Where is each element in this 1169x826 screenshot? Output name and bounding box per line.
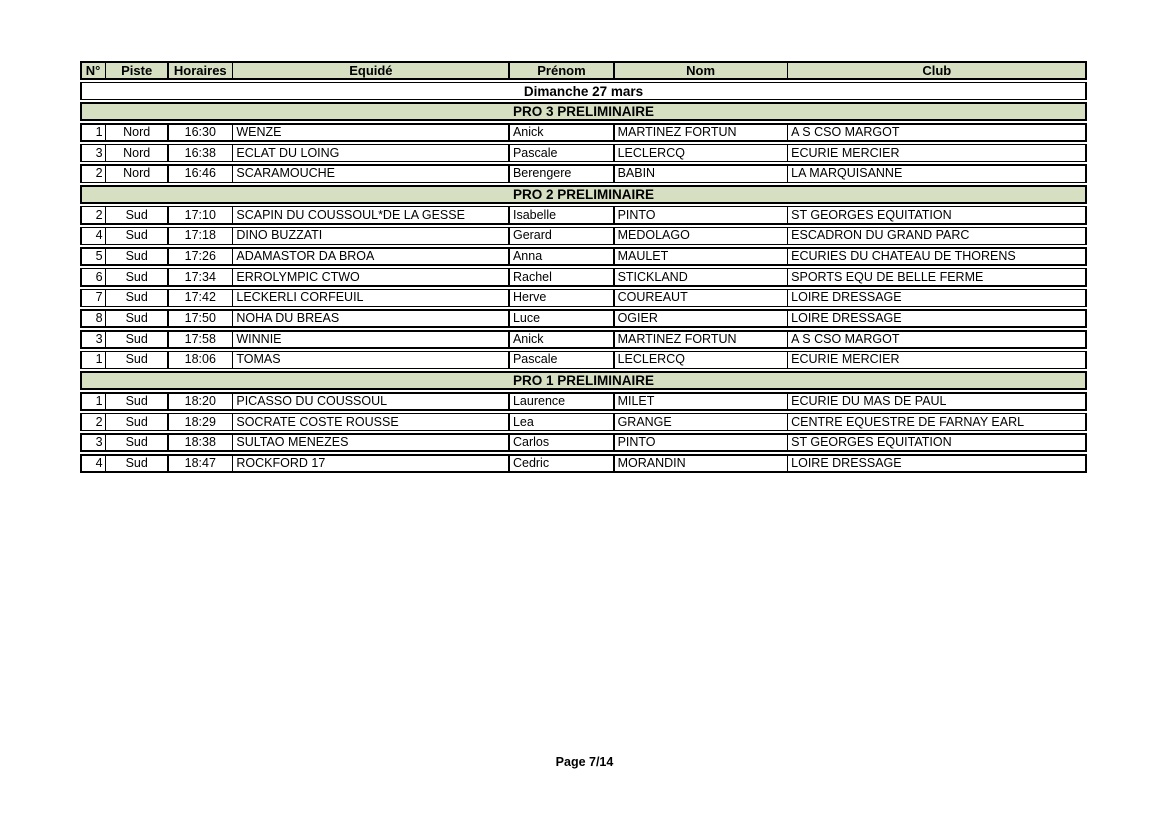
cell-no: 1 xyxy=(82,352,105,368)
cell-nom: MILET xyxy=(615,394,787,410)
cell-nom: LECLERCQ xyxy=(615,145,787,161)
cell-nom: MEDOLAGO xyxy=(615,228,787,244)
cell-horaires: 17:50 xyxy=(169,311,232,327)
data-row xyxy=(80,227,1087,246)
cell-horaires: 18:06 xyxy=(169,352,232,368)
cell-piste: Sud xyxy=(106,269,167,285)
cell-prenom: Anick xyxy=(510,125,613,141)
data-row xyxy=(80,247,1087,266)
cell-horaires: 17:34 xyxy=(169,269,232,285)
cell-club: A S CSO MARGOT xyxy=(788,332,1085,348)
cell-piste: Sud xyxy=(106,311,167,327)
cell-nom: PINTO xyxy=(615,207,787,223)
cell-piste: Nord xyxy=(106,166,167,182)
data-row xyxy=(80,289,1087,308)
cell-equide: LECKERLI CORFEUIL xyxy=(233,290,508,306)
cell-nom: BABIN xyxy=(615,166,787,182)
cell-club: A S CSO MARGOT xyxy=(788,125,1085,141)
day-header-row xyxy=(80,82,1087,101)
cell-equide: ROCKFORD 17 xyxy=(233,456,508,472)
cell-nom: LECLERCQ xyxy=(615,352,787,368)
data-row xyxy=(80,351,1087,370)
cell-piste: Sud xyxy=(106,435,167,451)
page-footer: Page 7/14 xyxy=(555,755,614,769)
section-header-row xyxy=(80,102,1087,121)
cell-equide: SCAPIN DU COUSSOUL*DE LA GESSE xyxy=(233,207,508,223)
cell-piste: Sud xyxy=(106,228,167,244)
cell-no: 3 xyxy=(82,435,105,451)
cell-prenom: Laurence xyxy=(510,394,613,410)
data-row xyxy=(80,413,1087,432)
cell-prenom: Lea xyxy=(510,414,613,430)
column-header-prenom: Prénom xyxy=(510,63,613,79)
cell-no: 8 xyxy=(82,311,105,327)
cell-piste: Sud xyxy=(106,332,167,348)
cell-nom: MARTINEZ FORTUN xyxy=(615,125,787,141)
cell-prenom: Berengere xyxy=(510,166,613,182)
data-row xyxy=(80,164,1087,183)
cell-club: ECURIES DU CHATEAU DE THORENS xyxy=(788,249,1085,265)
cell-prenom: Pascale xyxy=(510,352,613,368)
cell-no: 4 xyxy=(82,456,105,472)
cell-horaires: 17:10 xyxy=(169,207,232,223)
cell-piste: Sud xyxy=(106,290,167,306)
data-row xyxy=(80,330,1087,349)
cell-club: CENTRE EQUESTRE DE FARNAY EARL xyxy=(788,414,1085,430)
cell-club: SPORTS EQU DE BELLE FERME xyxy=(788,269,1085,285)
cell-horaires: 17:58 xyxy=(169,332,232,348)
cell-club: ST GEORGES EQUITATION xyxy=(788,435,1085,451)
cell-piste: Nord xyxy=(106,145,167,161)
column-header-club: Club xyxy=(788,63,1085,79)
table-header-row xyxy=(80,61,1087,80)
cell-horaires: 17:42 xyxy=(169,290,232,306)
cell-prenom: Cedric xyxy=(510,456,613,472)
cell-no: 1 xyxy=(82,125,105,141)
cell-nom: GRANGE xyxy=(615,414,787,430)
cell-club: LOIRE DRESSAGE xyxy=(788,290,1085,306)
data-row xyxy=(80,144,1087,163)
cell-nom: MAULET xyxy=(615,249,787,265)
data-row xyxy=(80,433,1087,452)
cell-no: 7 xyxy=(82,290,105,306)
cell-horaires: 17:26 xyxy=(169,249,232,265)
cell-prenom: Rachel xyxy=(510,269,613,285)
cell-piste: Sud xyxy=(106,414,167,430)
cell-club: ST GEORGES EQUITATION xyxy=(788,207,1085,223)
cell-no: 2 xyxy=(82,414,105,430)
cell-no: 5 xyxy=(82,249,105,265)
cell-prenom: Herve xyxy=(510,290,613,306)
cell-nom: OGIER xyxy=(615,311,787,327)
column-header-no: N° xyxy=(82,63,105,79)
schedule-table xyxy=(80,61,1087,475)
cell-club: LOIRE DRESSAGE xyxy=(788,456,1085,472)
cell-prenom: Anna xyxy=(510,249,613,265)
cell-no: 2 xyxy=(82,207,105,223)
cell-no: 2 xyxy=(82,166,105,182)
data-row xyxy=(80,392,1087,411)
cell-prenom: Luce xyxy=(510,311,613,327)
cell-equide: NOHA DU BREAS xyxy=(233,311,508,327)
cell-club: LA MARQUISANNE xyxy=(788,166,1085,182)
cell-equide: DINO BUZZATI xyxy=(233,228,508,244)
section-title: PRO 3 PRELIMINAIRE xyxy=(82,104,1086,120)
cell-no: 6 xyxy=(82,269,105,285)
cell-equide: SULTAO MENEZES xyxy=(233,435,508,451)
cell-equide: SCARAMOUCHE xyxy=(233,166,508,182)
cell-prenom: Gerard xyxy=(510,228,613,244)
section-header-row xyxy=(80,185,1087,204)
cell-no: 4 xyxy=(82,228,105,244)
data-row xyxy=(80,454,1087,473)
cell-club: ECURIE MERCIER xyxy=(788,352,1085,368)
data-row xyxy=(80,206,1087,225)
cell-no: 1 xyxy=(82,394,105,410)
cell-nom: MORANDIN xyxy=(615,456,787,472)
cell-nom: PINTO xyxy=(615,435,787,451)
cell-horaires: 16:30 xyxy=(169,125,232,141)
cell-prenom: Pascale xyxy=(510,145,613,161)
day-header-label: Dimanche 27 mars xyxy=(82,83,1086,99)
cell-piste: Sud xyxy=(106,456,167,472)
cell-equide: ECLAT DU LOING xyxy=(233,145,508,161)
cell-prenom: Isabelle xyxy=(510,207,613,223)
cell-no: 3 xyxy=(82,332,105,348)
cell-horaires: 18:20 xyxy=(169,394,232,410)
column-header-piste: Piste xyxy=(106,63,167,79)
cell-piste: Sud xyxy=(106,249,167,265)
cell-horaires: 17:18 xyxy=(169,228,232,244)
section-header-row xyxy=(80,371,1087,390)
section-title: PRO 2 PRELIMINAIRE xyxy=(82,187,1086,203)
cell-horaires: 16:46 xyxy=(169,166,232,182)
cell-equide: ADAMASTOR DA BROA xyxy=(233,249,508,265)
cell-prenom: Anick xyxy=(510,332,613,348)
column-header-horaires: Horaires xyxy=(169,63,232,79)
data-row xyxy=(80,309,1087,328)
cell-nom: STICKLAND xyxy=(615,269,787,285)
cell-piste: Sud xyxy=(106,352,167,368)
section-title: PRO 1 PRELIMINAIRE xyxy=(82,373,1086,389)
cell-horaires: 18:38 xyxy=(169,435,232,451)
cell-equide: ERROLYMPIC CTWO xyxy=(233,269,508,285)
cell-club: ECURIE DU MAS DE PAUL xyxy=(788,394,1085,410)
cell-piste: Nord xyxy=(106,125,167,141)
cell-club: ECURIE MERCIER xyxy=(788,145,1085,161)
cell-no: 3 xyxy=(82,145,105,161)
cell-equide: TOMAS xyxy=(233,352,508,368)
data-row xyxy=(80,268,1087,287)
cell-nom: COUREAUT xyxy=(615,290,787,306)
cell-equide: WENZE xyxy=(233,125,508,141)
cell-horaires: 16:38 xyxy=(169,145,232,161)
cell-equide: WINNIE xyxy=(233,332,508,348)
cell-piste: Sud xyxy=(106,207,167,223)
cell-club: LOIRE DRESSAGE xyxy=(788,311,1085,327)
data-row xyxy=(80,123,1087,142)
cell-club: ESCADRON DU GRAND PARC xyxy=(788,228,1085,244)
cell-equide: SOCRATE COSTE ROUSSE xyxy=(233,414,508,430)
cell-prenom: Carlos xyxy=(510,435,613,451)
column-header-nom: Nom xyxy=(615,63,787,79)
cell-horaires: 18:29 xyxy=(169,414,232,430)
cell-piste: Sud xyxy=(106,394,167,410)
cell-horaires: 18:47 xyxy=(169,456,232,472)
cell-equide: PICASSO DU COUSSOUL xyxy=(233,394,508,410)
column-header-equide: Equidé xyxy=(233,63,508,79)
cell-nom: MARTINEZ FORTUN xyxy=(615,332,787,348)
